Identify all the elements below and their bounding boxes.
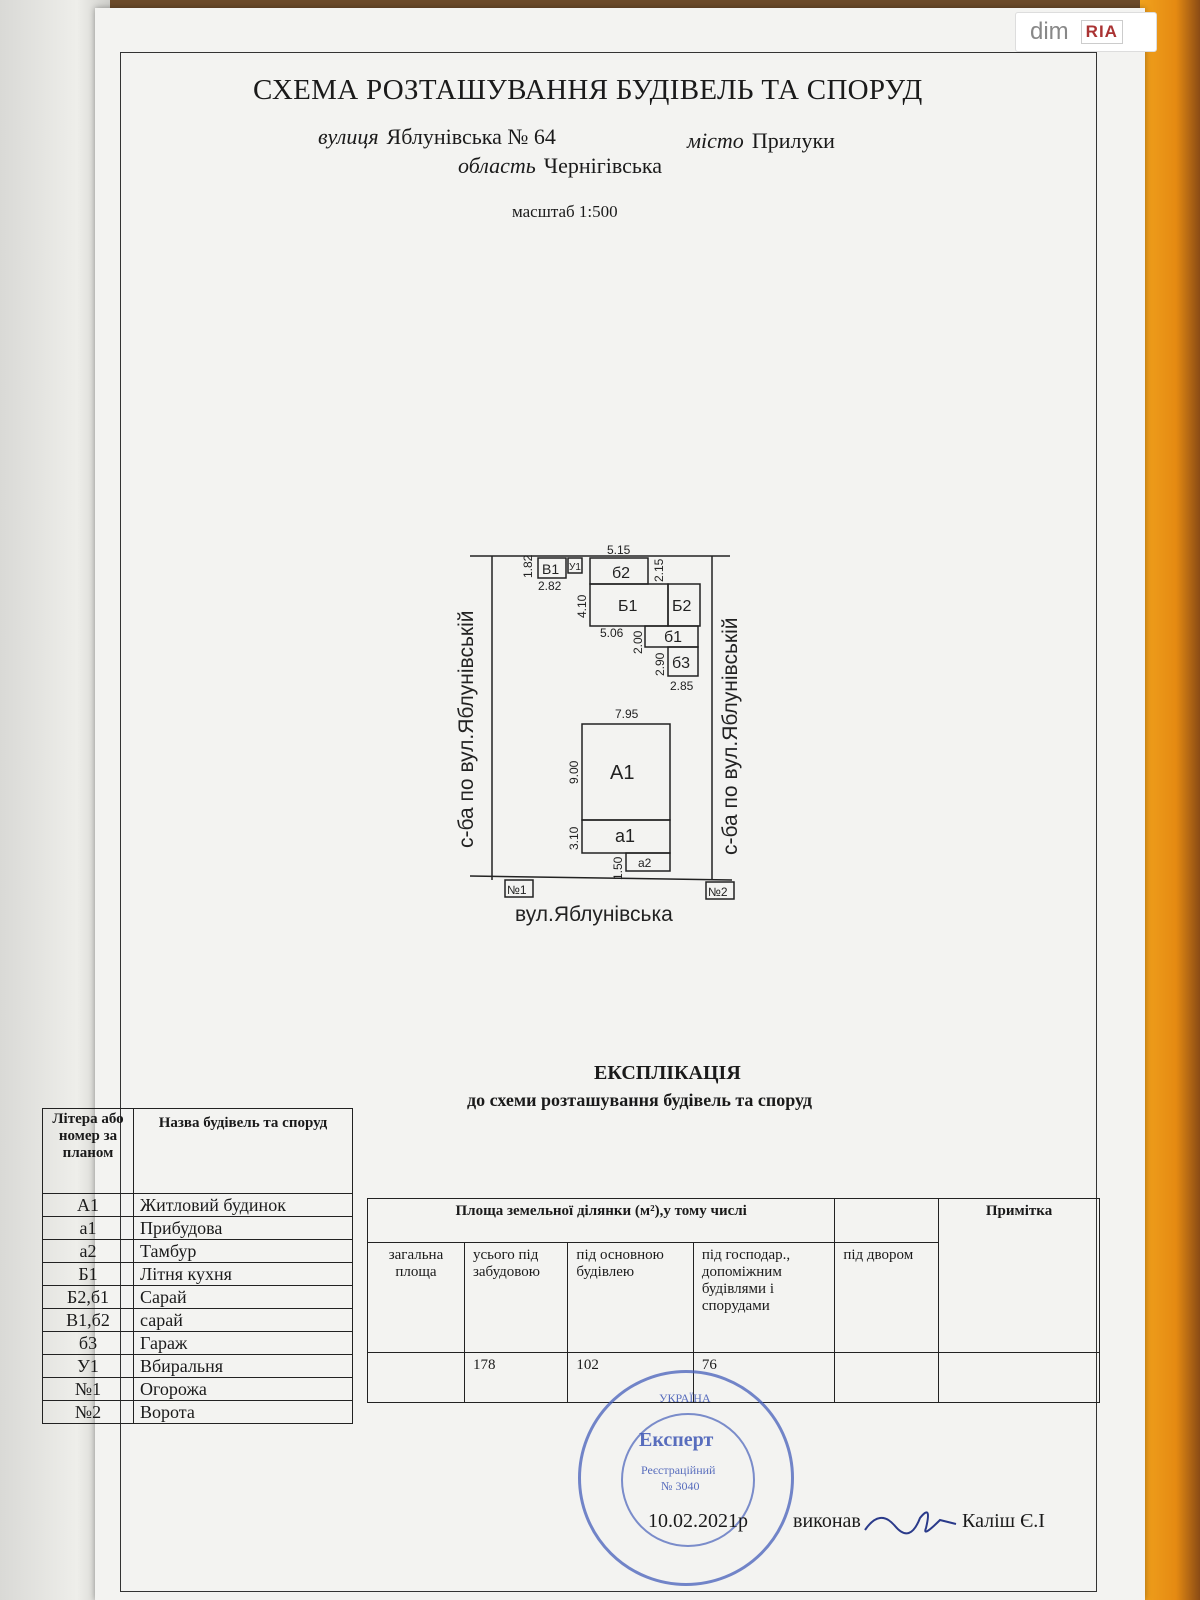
area-col-total: загальна площа [368,1243,465,1353]
dim-2-15: 2.15 [652,558,666,582]
dim-2-85: 2.85 [670,679,694,693]
legend-row [43,1401,353,1424]
dim-3-10: 3.10 [567,826,581,850]
stamp-reg-text: Реєстраційний [641,1463,716,1477]
legend-row [43,1194,353,1217]
legend-name: Гараж [134,1332,353,1355]
legend-code: Б1 [43,1263,134,1286]
stamp-center-text: Експерт [639,1429,714,1451]
area-main-header: Площа земельної ділянки (м²),у тому числі [368,1199,835,1243]
legend-name: Вбиральня [134,1355,353,1378]
watermark-brand-ria: RIA [1081,20,1123,44]
left-side-label: с-ба по вул.Яблунівській [455,610,478,848]
legend-name: Житловий будинок [134,1194,353,1217]
legend-row [43,1286,353,1309]
area-empty-header [835,1199,939,1243]
label-B1: Б1 [618,598,638,615]
legend-code: В1,б2 [43,1309,134,1332]
label-A1: А1 [610,762,635,784]
legend-header-row [43,1109,353,1194]
explication-subtitle: до схеми розташування будівель та споруд [467,1090,813,1110]
area-val-main: 102 [568,1353,693,1403]
area-val-total [368,1353,465,1403]
legend-row [43,1309,353,1332]
label-b1: б1 [664,629,683,646]
legend-code: Б2,б1 [43,1286,134,1309]
dim-2-00: 2.00 [631,630,645,654]
area-val-aux: 76 [693,1353,834,1403]
dim-1-82: 1.82 [521,554,535,578]
legend-row [43,1378,353,1401]
signature-label: виконав [793,1510,861,1532]
city-label: місто [687,128,744,153]
label-V1: В1 [542,561,560,577]
marker-1-label: №1 [507,883,527,897]
signature-date: 10.02.2021р [648,1510,748,1532]
legend-name: Ворота [134,1401,353,1424]
handwritten-signature [860,1498,960,1543]
signature-name: Каліш Є.І [962,1510,1045,1532]
legend-table [42,1108,353,1424]
area-header-row [368,1199,1100,1243]
area-col-main: під основною будівлею [568,1243,693,1353]
legend-name: Тамбур [134,1240,353,1263]
label-b2: б2 [612,565,631,582]
legend-name: сарай [134,1309,353,1332]
marker-2-label: №2 [708,885,728,899]
legend-code: У1 [43,1355,134,1378]
legend-body [43,1194,353,1424]
dim-2-90: 2.90 [653,652,667,676]
legend-row [43,1217,353,1240]
legend-row [43,1355,353,1378]
stamp-top-text: УКРАЇНА [659,1391,711,1405]
bottom-street-label: вул.Яблунівська [515,903,673,926]
dim-4-10: 4.10 [575,594,589,618]
street-value: Яблунівська № 64 [386,124,556,149]
dim-7-95: 7.95 [615,707,639,721]
legend-row [43,1332,353,1355]
area-col-built: усього під забудовою [464,1243,567,1353]
explication-title: ЕКСПЛІКАЦІЯ [594,1062,741,1084]
dim-1-50: 1.50 [611,856,625,880]
area-val-built: 178 [464,1353,567,1403]
scale-text: масштаб 1:500 [512,202,618,221]
label-a2: а2 [638,856,652,870]
dim-5-06: 5.06 [600,626,624,640]
region-value: Чернігівська [543,153,663,178]
city-value: Прилуки [751,128,835,153]
expert-stamp [578,1370,794,1586]
legend-col1-header: Літера або номер за планом [43,1109,134,1194]
area-val-note [939,1353,1100,1403]
dim-9-00: 9.00 [567,760,581,784]
stamp-num-text: № 3040 [661,1479,700,1493]
legend-name: Сарай [134,1286,353,1309]
legend-code: а1 [43,1217,134,1240]
legend-name: Огорожа [134,1378,353,1401]
right-side-label: с-ба по вул.Яблунівській [719,617,742,855]
legend-row [43,1240,353,1263]
legend-code: а2 [43,1240,134,1263]
label-a1: а1 [615,826,636,846]
area-val-yard [835,1353,939,1403]
legend-code: б3 [43,1332,134,1355]
area-table [367,1198,1100,1403]
legend-code: А1 [43,1194,134,1217]
label-b3: б3 [672,655,691,672]
label-U1: У1 [569,562,581,573]
watermark-brand-dim: dim [1030,18,1069,45]
legend-code: №2 [43,1401,134,1424]
label-B2: Б2 [672,598,692,615]
legend-col2-header: Назва будівель та споруд [134,1109,353,1194]
legend-row [43,1263,353,1286]
document-title: СХЕМА РОЗТАШУВАННЯ БУДІВЕЛЬ ТА СПОРУД [253,74,923,106]
area-col-aux: під господар., допоміжним будівлями і спорудами [693,1243,834,1353]
dim-5-15: 5.15 [607,543,631,557]
area-col-yard: під двором [835,1243,939,1353]
street-label: вулиця [318,124,379,149]
region-label: область [458,153,536,178]
legend-code: №1 [43,1378,134,1401]
legend-name: Прибудова [134,1217,353,1240]
dim-2-82: 2.82 [538,579,562,593]
legend-name: Літня кухня [134,1263,353,1286]
area-note-header: Примітка [939,1199,1100,1353]
